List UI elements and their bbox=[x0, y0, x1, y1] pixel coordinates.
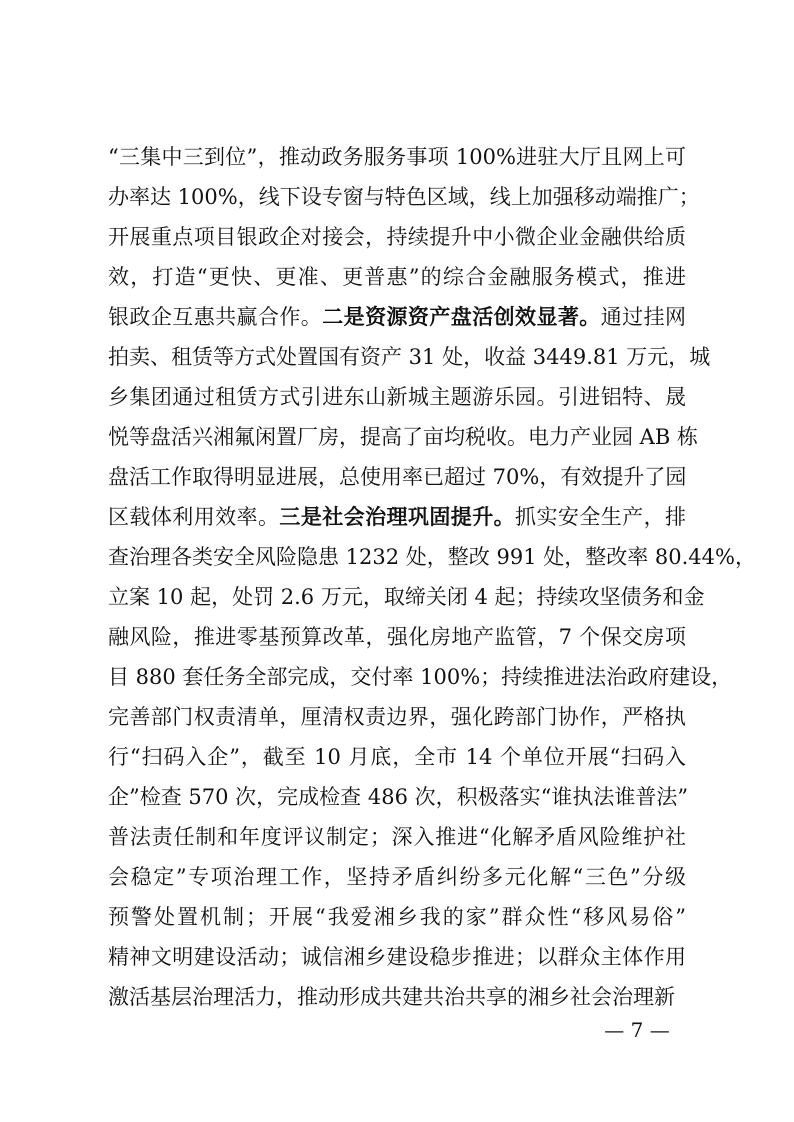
page-number: — 7 — bbox=[604, 1018, 670, 1042]
text-line bbox=[108, 817, 686, 857]
text-segment: 乡集团通过租赁方式引进东山新城主题游乐园。引进铝特、晟 bbox=[108, 385, 686, 409]
text-segment: 会稳定”专项治理工作，坚持矛盾纠纷多元化解“三色”分级 bbox=[108, 865, 686, 889]
text-line bbox=[108, 137, 686, 177]
text-segment: 精神文明建设活动；诚信湘乡建设稳步推进；以群众主体作用 bbox=[108, 945, 686, 969]
bold-heading-phrase: 三是社会治理巩固提升。 bbox=[279, 504, 516, 529]
text-line bbox=[108, 217, 686, 257]
text-segment: 行“扫码入企”，截至 10 月底，全市 14 个单位开展“扫码入 bbox=[108, 745, 686, 769]
text-line bbox=[108, 937, 686, 977]
text-line bbox=[108, 377, 686, 417]
text-segment: 办率达 100%，线下设专窗与特色区域，线上加强移动端推广； bbox=[108, 185, 700, 209]
text-segment: “三集中三到位”，推动政务服务事项 100%进驻大厅且网上可 bbox=[108, 145, 686, 169]
text-line bbox=[108, 457, 686, 497]
text-segment: 预警处置机制；开展“我爱湘乡我的家”群众性“移风易俗” bbox=[108, 905, 686, 929]
text-line bbox=[108, 617, 686, 657]
text-segment: 盘活工作取得明显进展，总使用率已超过 70%，有效提升了园 bbox=[108, 465, 687, 489]
text-segment: 立案 10 起，处罚 2.6 万元，取缔关闭 4 起；持续攻坚债务和金 bbox=[108, 585, 705, 609]
text-line bbox=[108, 257, 686, 297]
text-line bbox=[108, 537, 756, 577]
text-line bbox=[108, 777, 689, 817]
text-segment: 抓实安全生产，排 bbox=[515, 505, 687, 529]
text-segment: 开展重点项目银政企对接会，持续提升中小微企业金融供给质 bbox=[108, 225, 686, 249]
text-line bbox=[108, 977, 686, 1017]
text-line bbox=[108, 697, 686, 737]
text-segment: 效，打造“更快、更准、更普惠”的综合金融服务模式，推进 bbox=[108, 265, 686, 289]
text-line bbox=[108, 497, 686, 537]
text-segment: 企”检查 570 次，完成检查 486 次，积极落实“谁执法谁普法” bbox=[108, 785, 689, 809]
bold-heading-phrase: 二是资源资产盘活创效显著。 bbox=[322, 304, 601, 329]
text-segment: 通过挂网 bbox=[600, 305, 687, 329]
text-segment: 普法责任制和年度评议制定；深入推进“化解矛盾风险维护社 bbox=[108, 825, 686, 849]
text-line bbox=[108, 337, 711, 377]
text-line bbox=[108, 657, 733, 697]
text-segment: 悦等盘活兴湘氟闲置厂房，提高了亩均税收。电力产业园 AB 栋 bbox=[108, 425, 698, 449]
text-line bbox=[108, 897, 686, 937]
text-line bbox=[108, 177, 700, 217]
text-line bbox=[108, 857, 686, 897]
text-segment: 银政企互惠共赢合作。 bbox=[108, 305, 323, 329]
text-line bbox=[108, 297, 686, 337]
text-segment: 目 880 套任务全部完成，交付率 100%；持续推进法治政府建设， bbox=[108, 665, 733, 689]
text-segment: 查治理各类安全风险隐患 1232 处，整改 991 处，整改率 80.44%， bbox=[108, 545, 756, 569]
text-line bbox=[108, 417, 698, 457]
text-segment: 拍卖、租赁等方式处置国有资产 31 处，收益 3449.81 万元，城 bbox=[108, 345, 711, 369]
text-line bbox=[108, 737, 686, 777]
text-segment: 区载体利用效率。 bbox=[108, 505, 280, 529]
text-segment: 激活基层治理活力，推动形成共建共治共享的湘乡社会治理新 bbox=[108, 985, 675, 1009]
text-segment: 融风险，推进零基预算改革，强化房地产监管，7 个保交房项 bbox=[108, 625, 686, 649]
text-segment: 完善部门权责清单，厘清权责边界，强化跨部门协作，严格执 bbox=[108, 705, 686, 729]
text-line bbox=[108, 577, 705, 617]
